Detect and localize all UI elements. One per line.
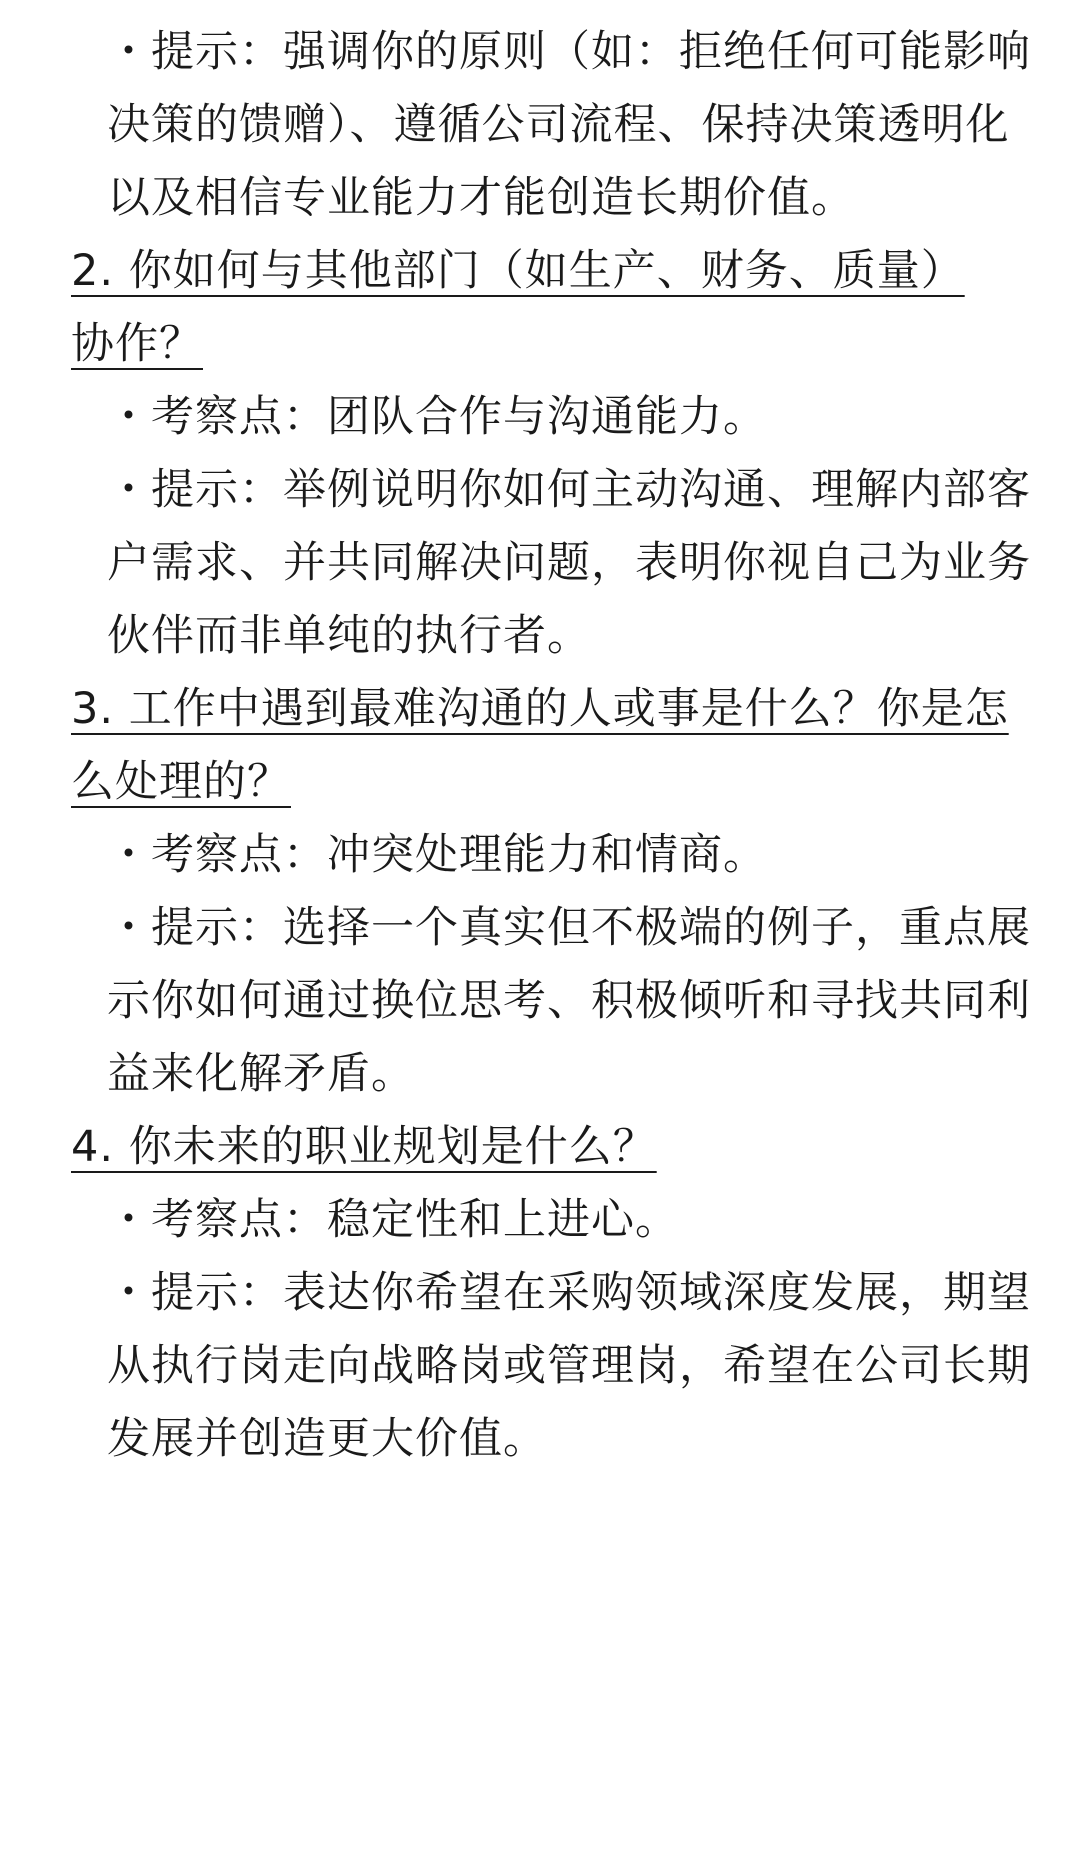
question-4-title-text: 4. 你未来的职业规划是什么？ xyxy=(71,1122,657,1172)
question-2-tip: ・提示：举例说明你如何主动沟通、理解内部客户需求、并共同解决问题，表明你视自己为业务伙伴而非单纯的执行者。 xyxy=(107,465,1031,661)
question-2-title-text: 2. 你如何与其他部门（如生产、财务、质量）协作？ xyxy=(71,246,965,369)
interview-questions-document xyxy=(71,16,1031,1476)
q1-tip: ・提示：强调你的原则（如：拒绝任何可能影响决策的馈赠）、遵循公司流程、保持决策透明化以及相信专业能力才能创造长期价值。 xyxy=(107,27,1031,223)
question-3-title xyxy=(71,673,1031,819)
question-4-tip: ・提示：表达你希望在采购领域深度发展，期望从执行岗走向战略岗或管理岗，希望在公司长期发展并创造更大价值。 xyxy=(107,1268,1031,1464)
question-3-title-text: 3. 工作中遇到最难沟通的人或事是什么？你是怎么处理的？ xyxy=(71,684,1009,807)
question-4-focus: ・考察点：稳定性和上进心。 xyxy=(107,1195,679,1245)
question-2-focus: ・考察点：团队合作与沟通能力。 xyxy=(107,392,767,442)
question-3-focus: ・考察点：冲突处理能力和情商。 xyxy=(107,830,767,880)
question-3-tip: ・提示：选择一个真实但不极端的例子，重点展示你如何通过换位思考、积极倾听和寻找共同利益来化解矛盾。 xyxy=(107,903,1031,1099)
question-2-title xyxy=(71,235,1001,381)
question-4-title xyxy=(71,1111,1031,1184)
